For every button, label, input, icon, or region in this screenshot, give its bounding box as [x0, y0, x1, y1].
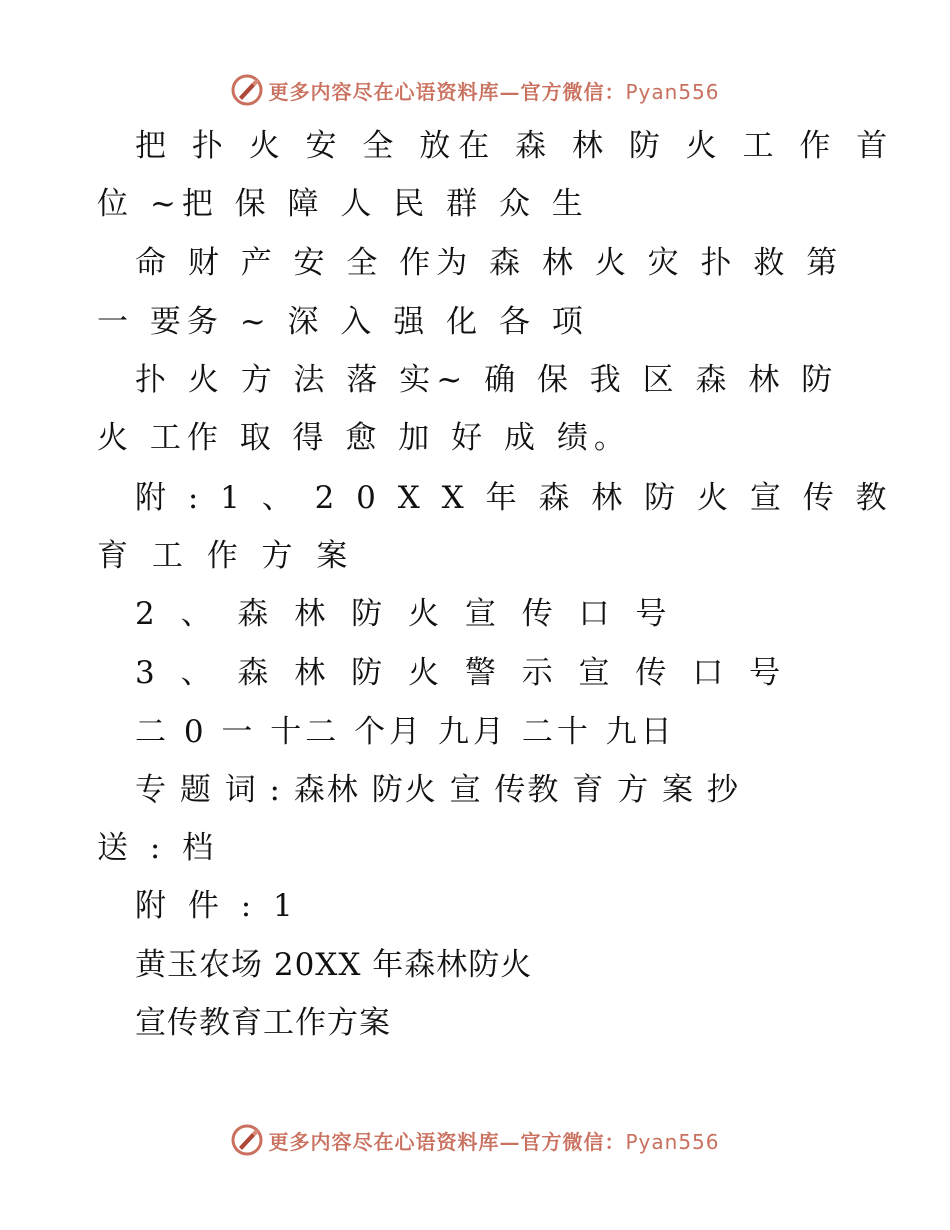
- body-line-12: 专 题 词 : 森林 防火 宣 传教 育 方 案 抄: [135, 772, 740, 808]
- pen-logo-icon: [230, 1123, 264, 1157]
- body-line-13: 送 : 档: [97, 830, 220, 866]
- body-line-3: 命 财 产 安 全 作为 森 林 火 灾 扑 救 第: [135, 245, 844, 281]
- body-line-11: 二 0 一 十二 个月 九月 二十 九日: [135, 714, 676, 750]
- body-line-6: 火 工作 取 得 愈 加 好 成 绩。: [97, 420, 631, 456]
- watermark-text: 更多内容尽在心语资料库—官方微信：Pyan556: [268, 79, 720, 104]
- body-line-2: 位 ~把 保 障 人 民 群 众 生: [97, 186, 589, 222]
- footer-watermark-banner: [0, 1120, 950, 1160]
- body-line-5: 扑 火 方 法 落 实~ 确 保 我 区 森 林 防: [135, 362, 839, 398]
- body-line-16: 宣传教育工作方案: [135, 1005, 391, 1041]
- body-line-1: 把 扑 火 安 全 放在 森 林 防 火 工 作 首: [135, 128, 896, 164]
- body-line-7: 附 : 1 、 2 0 X X 年 森 林 防 火 宣 传 教: [135, 480, 893, 516]
- body-line-4: 一 要务 ~ 深 入 强 化 各 项: [97, 304, 589, 340]
- header-watermark-banner: [0, 70, 950, 110]
- body-line-8: 育 工 作 方 案: [97, 538, 355, 574]
- pen-logo-icon: [230, 73, 264, 107]
- body-line-14: 附 件 : 1: [135, 888, 299, 924]
- body-line-9: 2 、 森 林 防 火 宣 传 口 号: [135, 596, 675, 632]
- watermark-text: 更多内容尽在心语资料库—官方微信：Pyan556: [268, 1129, 720, 1154]
- body-line-10: 3 、 森 林 防 火 警 示 宣 传 口 号: [135, 655, 789, 691]
- body-line-15: 黄玉农场 20XX 年森林防火: [135, 947, 533, 983]
